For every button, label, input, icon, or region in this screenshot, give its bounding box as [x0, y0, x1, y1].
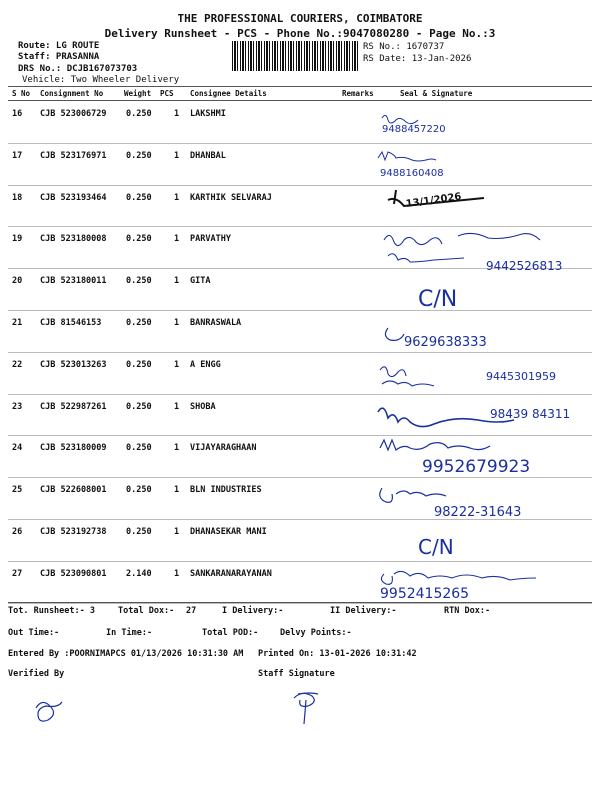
barcode-image	[232, 41, 360, 71]
signature-27	[368, 560, 593, 608]
row-weight: 0.250	[126, 485, 152, 496]
total-dox-value: 27	[186, 606, 197, 616]
row-sno: 25	[12, 485, 23, 496]
i-delivery: I Delivery:-	[222, 606, 284, 616]
row-weight: 0.250	[126, 318, 152, 328]
tot-runsheet: Tot. Runsheet:- 3	[8, 606, 95, 616]
col-consignee: Consignee Details	[190, 89, 267, 98]
signature-18	[368, 184, 498, 224]
entered-by: Entered By :POORNIMAPCS 01/13/2026 10:31:30 AM	[8, 649, 244, 659]
row-pcs: 1	[174, 401, 180, 412]
verified-signature	[30, 690, 70, 734]
printed-on: Printed On: 13-01-2026 10:31:42	[258, 649, 417, 659]
row-pcs: 1	[174, 527, 180, 537]
row-pcs: 1	[174, 443, 180, 454]
row-consignee: A ENGG	[190, 359, 221, 370]
row-consignee: SHOBA	[190, 401, 216, 412]
row-consignment-no: CJB 523180011	[40, 276, 107, 287]
row-pcs: 1	[174, 109, 180, 119]
row-pcs: 1	[174, 485, 180, 496]
col-sno: S No	[12, 89, 31, 98]
rtn-dox: RTN Dox:-	[444, 606, 491, 616]
svg-text:C/N: C/N	[418, 535, 454, 559]
row-consignment-no: CJB 523006729	[40, 109, 107, 119]
row-consignee: SANKARANARAYANAN	[190, 568, 272, 579]
table-row	[8, 185, 592, 227]
svg-text:9442526813: 9442526813	[486, 259, 563, 273]
row-sno: 22	[12, 359, 23, 370]
row-sno: 21	[12, 318, 23, 328]
total-dox-label: Total Dox:-	[118, 606, 175, 616]
row-sno: 27	[12, 568, 23, 579]
rs-number: RS No.: 1670737	[363, 42, 445, 52]
staff-signature-mark	[286, 686, 326, 734]
row-consignee: LAKSHMI	[190, 109, 226, 119]
row-sno: 26	[12, 527, 23, 537]
vehicle-label: Vehicle: Two Wheeler Delivery	[22, 75, 180, 85]
col-remarks: Remarks	[342, 89, 374, 98]
rs-date: RS Date: 13-Jan-2026	[363, 54, 472, 64]
out-time: Out Time:-	[8, 628, 60, 638]
svg-text:C/N: C/N	[418, 287, 458, 312]
row-sno: 19	[12, 234, 23, 245]
row-consignee: DHANASEKAR MANI	[190, 527, 267, 537]
delvy-points: Delvy Points:-	[280, 628, 352, 638]
row-consignment-no: CJB 523090801	[40, 568, 107, 579]
signature-19	[368, 226, 593, 280]
route-label: Route: LG ROUTE	[18, 41, 100, 51]
col-pcs: PCS	[160, 89, 174, 98]
row-consignment-no: CJB 523193464	[40, 192, 107, 203]
row-consignment-no: CJB 523180009	[40, 443, 107, 454]
svg-text:9952679923: 9952679923	[422, 457, 531, 477]
svg-text:9488457220: 9488457220	[382, 124, 446, 135]
row-consignment-no: CJB 81546153	[40, 318, 102, 328]
row-pcs: 1	[174, 150, 180, 161]
row-consignment-no: CJB 523180008	[40, 234, 107, 245]
row-pcs: 1	[174, 192, 180, 203]
verified-by: Verified By	[8, 669, 65, 679]
row-pcs: 1	[174, 359, 180, 370]
row-consignee: BANRASWALA	[190, 318, 242, 328]
row-consignment-no: CJB 523013263	[40, 359, 107, 370]
signature-22	[368, 356, 593, 400]
company-title: THE PROFESSIONAL COURIERS, COIMBATORE	[177, 12, 423, 25]
table-row	[8, 101, 592, 143]
signature-25	[368, 478, 593, 526]
svg-text:13/1/2026: 13/1/2026	[405, 191, 463, 211]
row-weight: 0.250	[126, 276, 152, 287]
drs-label: DRS No.: DCJB167073703	[18, 64, 138, 74]
row-consignment-no: CJB 523192738	[40, 527, 107, 537]
col-consignment: Consignment No	[40, 89, 104, 98]
signature-16	[368, 108, 478, 146]
staff-label: Staff: PRASANNA	[18, 52, 100, 62]
col-seal-signature: Seal & Signature	[400, 89, 473, 98]
row-sno: 23	[12, 401, 23, 412]
row-consignee: PARVATHY	[190, 234, 231, 245]
col-weight: Weight	[124, 89, 152, 98]
row-consignee: VIJAYARAGHAAN	[190, 443, 257, 454]
row-weight: 0.250	[126, 109, 152, 119]
row-consignment-no: CJB 523176971	[40, 150, 107, 161]
row-pcs: 1	[174, 234, 180, 245]
svg-text:98439 84311: 98439 84311	[490, 407, 571, 421]
ii-delivery: II Delivery:-	[330, 606, 397, 616]
row-consignee: KARTHIK SELVARAJ	[190, 192, 272, 203]
row-pcs: 1	[174, 568, 180, 579]
signature-17	[368, 148, 488, 186]
row-consignment-no: CJB 522987261	[40, 401, 107, 412]
row-weight: 0.250	[126, 443, 152, 454]
in-time: In Time:-	[106, 628, 153, 638]
table-row	[8, 143, 592, 185]
row-sno: 24	[12, 443, 23, 454]
staff-signature-label: Staff Signature	[258, 669, 335, 679]
row-consignee: DHANBAL	[190, 150, 226, 161]
row-weight: 0.250	[126, 234, 152, 245]
row-pcs: 1	[174, 318, 180, 328]
row-weight: 0.250	[126, 401, 152, 412]
row-consignment-no: CJB 522608001	[40, 485, 107, 496]
svg-text:98222-31643: 98222-31643	[434, 505, 522, 520]
total-pod: Total POD:-	[202, 628, 259, 638]
row-weight: 0.250	[126, 527, 152, 537]
svg-text:9952415265: 9952415265	[380, 586, 470, 602]
row-weight: 2.140	[126, 568, 152, 579]
row-sno: 17	[12, 150, 23, 161]
svg-text:9488160408: 9488160408	[380, 168, 444, 179]
row-sno: 16	[12, 109, 23, 119]
signature-26	[368, 530, 468, 564]
row-weight: 0.250	[126, 359, 152, 370]
signature-20	[368, 282, 468, 316]
row-sno: 20	[12, 276, 23, 287]
svg-text:9629638333: 9629638333	[404, 335, 487, 350]
row-consignee: BLN INDUSTRIES	[190, 485, 262, 496]
row-weight: 0.250	[126, 150, 152, 161]
row-weight: 0.250	[126, 192, 152, 203]
runsheet-subtitle: Delivery Runsheet - PCS - Phone No.:9047080280 - Page No.:3	[104, 27, 496, 40]
row-pcs: 1	[174, 276, 180, 287]
row-sno: 18	[12, 192, 23, 203]
svg-text:9445301959: 9445301959	[486, 370, 556, 383]
row-consignee: GITA	[190, 276, 211, 287]
